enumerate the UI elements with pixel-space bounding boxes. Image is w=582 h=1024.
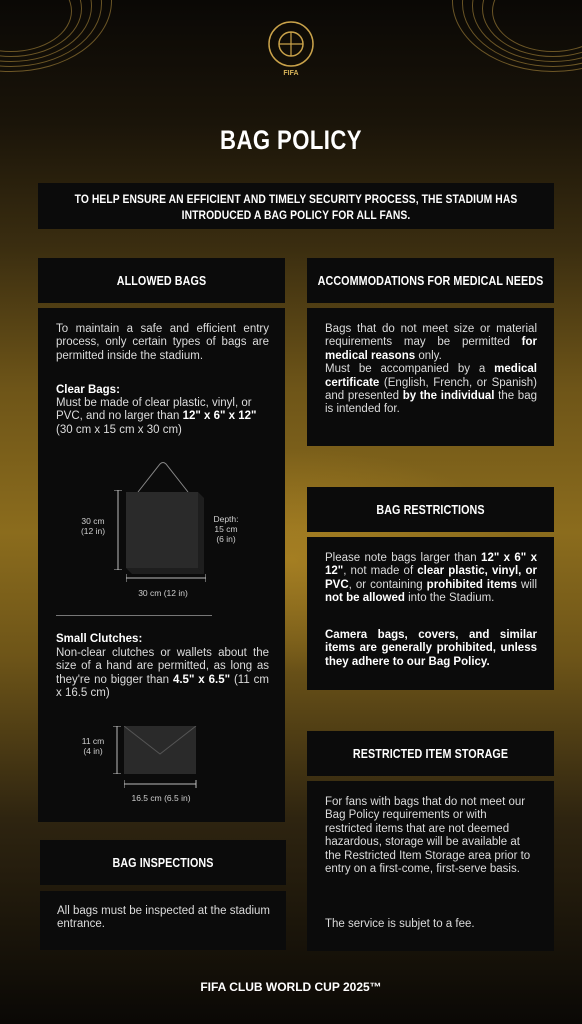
clear-size: 12" x 6" x 12" <box>182 410 257 423</box>
restr-t5: into the Stadium. <box>404 592 495 605</box>
allowed-bags-panel <box>38 308 285 822</box>
medical-heading: ACCOMMODATIONS FOR MEDICAL NEEDS <box>317 273 544 288</box>
medical-t4: (English, French, or Spanish) and presented <box>325 376 537 403</box>
footer-text: FIFA CLUB WORLD CUP 2025™ <box>200 980 382 994</box>
clear-text-1: Must be made of clear plastic, vinyl, or PVC, and no larger than <box>56 397 252 423</box>
medical-b3: by the individual <box>402 390 495 403</box>
medical-t2: only. <box>415 349 442 362</box>
clutch-height-cm: 11 cm <box>81 736 105 746</box>
clutch-text-2: (11 cm x 16.5 cm) <box>56 673 269 700</box>
medical-text <box>325 323 537 417</box>
bag-inspections-text: All bags must be inspected at the stadium entrance. <box>57 905 270 931</box>
restr-b4: not be allowed <box>325 592 405 605</box>
medical-b1: for medical reasons <box>325 336 537 362</box>
page-title: BAG POLICY <box>220 125 362 155</box>
clear-bags-text <box>56 397 269 437</box>
bag-inspections-heading: BAG INSPECTIONS <box>112 855 214 870</box>
restr-t4: will <box>516 578 538 591</box>
restrictions-heading: BAG RESTRICTIONS <box>376 502 485 517</box>
intro-line-2: INTRODUCED A BAG POLICY FOR ALL FANS. <box>181 207 411 222</box>
restr-b2: clear plastic, vinyl, or PVC <box>325 565 537 591</box>
clear-text-2: (30 cm x 15 cm x 30 cm) <box>56 423 182 436</box>
medical-header <box>307 258 554 303</box>
bag-inspections-panel <box>40 891 286 950</box>
clutch-text-1: Non-clear clutches or wallets about the size of a hand are permitted, as long as they're no bigger than <box>56 647 269 686</box>
clear-depth-title: Depth: <box>213 514 239 524</box>
allowed-bags-heading: ALLOWED BAGS <box>116 273 207 288</box>
divider <box>56 615 212 616</box>
medical-t1: Bags that do not meet size or material requirements may be permitted <box>325 323 537 349</box>
medical-t5: the bag is intended for. <box>325 390 537 416</box>
club-world-cup-logo <box>251 16 331 82</box>
clear-width-label: 30 cm (12 in) <box>138 588 188 598</box>
medical-b2: medical certificate <box>325 363 537 389</box>
allowed-intro-text: To maintain a safe and efficient entry process, only certain types of bags are permitted inside the stadium. <box>56 323 269 362</box>
clutch-width-label: 16.5 cm (6.5 in) <box>131 793 191 803</box>
decorative-arcs-right <box>432 0 582 90</box>
bag-inspections-header <box>40 840 286 885</box>
restr-b3: prohibited items <box>426 578 517 591</box>
decorative-arcs-left <box>0 0 150 90</box>
storage-heading: RESTRICTED ITEM STORAGE <box>352 746 509 761</box>
allowed-bags-header <box>38 258 285 303</box>
clutch-height-label <box>78 736 108 756</box>
logo-fifa: FIFA <box>283 70 299 77</box>
restr-t1: Please note bags larger than <box>325 552 482 564</box>
medical-t3: Must be accompanied by a <box>325 363 495 376</box>
clear-depth-in: (6 in) <box>216 534 236 544</box>
restr-b1: 12" x 6" x 12" <box>325 552 537 578</box>
clutch-size: 4.5" x 6.5" <box>172 673 231 686</box>
clear-bag-width-line <box>126 574 206 582</box>
clear-bags-title: Clear Bags: <box>56 384 120 396</box>
storage-fee-text: The service is subjet to a fee. <box>325 918 475 930</box>
intro-line-1: TO HELP ENSURE AN EFFICIENT AND TIMELY SECURITY PROCESS, THE STADIUM HAS <box>74 191 518 206</box>
restrictions-camera-text: Camera bags, covers, and similar items are generally prohibited, unless they adhere to our Bag Policy. <box>325 629 537 668</box>
small-clutches-title: Small Clutches: <box>56 633 143 645</box>
restr-t3: , or containing <box>348 578 427 591</box>
restrictions-panel <box>307 537 554 690</box>
storage-header <box>307 731 554 776</box>
clear-depth-cm: 15 cm <box>214 524 238 534</box>
clear-height-label <box>78 516 108 536</box>
clutch-width-line <box>124 780 198 788</box>
restr-t2: , not made of <box>343 565 418 578</box>
clutch-height-line <box>113 726 121 774</box>
small-clutches-text <box>56 647 269 701</box>
clutch-illustration <box>124 726 198 776</box>
clear-bag-height-line <box>114 490 122 570</box>
clear-height-in: (12 in) <box>80 526 106 536</box>
clear-depth-label <box>206 514 246 544</box>
clutch-height-in: (4 in) <box>83 746 103 756</box>
restrictions-text <box>325 552 537 606</box>
clear-height-cm: 30 cm <box>81 516 105 526</box>
storage-panel <box>307 781 554 951</box>
medical-panel <box>307 308 554 446</box>
intro-banner <box>38 183 554 229</box>
storage-text: For fans with bags that do not meet our Bag Policy requirements or with restricted items that are not deemed hazardous, storage will be available at the Restricted Item Storage area prior to entry on a first-come, first-serve basis. <box>325 796 531 876</box>
restrictions-header <box>307 487 554 532</box>
